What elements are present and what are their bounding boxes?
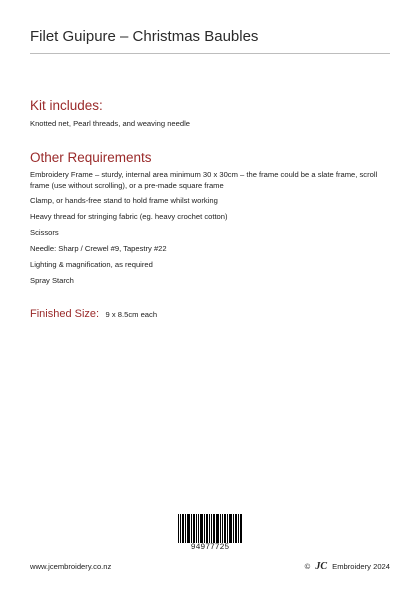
barcode-graphic: [178, 514, 242, 543]
jc-logo: JC: [315, 561, 328, 572]
kit-contents: Knotted net, Pearl threads, and weaving needle: [30, 119, 191, 128]
requirement-item: Scissors: [30, 228, 59, 238]
barcode-number: 94977725: [190, 543, 230, 552]
website-link[interactable]: www.jcembroidery.co.nz: [30, 562, 112, 571]
finished-size-label: Finished Size:: [30, 308, 100, 320]
requirements-list: [30, 170, 390, 292]
requirements-heading: Other Requirements: [30, 150, 152, 165]
company-name: Embroidery 2024: [332, 562, 390, 571]
title-divider: [30, 53, 390, 54]
finished-size-value: 9 x 8.5cm each: [105, 310, 158, 319]
requirement-item: Lighting & magnification, as required: [30, 259, 153, 269]
copyright-symbol: ©: [304, 562, 311, 571]
requirement-item: Spray Starch: [30, 275, 74, 285]
requirement-item: Clamp, or hands-free stand to hold frame whilst working: [30, 196, 218, 206]
kit-heading: Kit includes:: [30, 98, 103, 113]
page-title: Filet Guipure – Christmas Baubles: [30, 28, 259, 45]
finished-size: [30, 304, 157, 322]
requirement-item: Needle: Sharp / Crewel #9, Tapestry #22: [30, 244, 167, 254]
requirement-item: Heavy thread for stringing fabric (eg. heavy crochet cotton): [30, 212, 228, 222]
copyright-line: [305, 561, 390, 572]
requirement-item: Embroidery Frame – sturdy, internal area minimum 30 x 30cm – the frame could be a slate frame, scroll frame (use without scrolling), or a pre-made square frame: [30, 170, 378, 190]
